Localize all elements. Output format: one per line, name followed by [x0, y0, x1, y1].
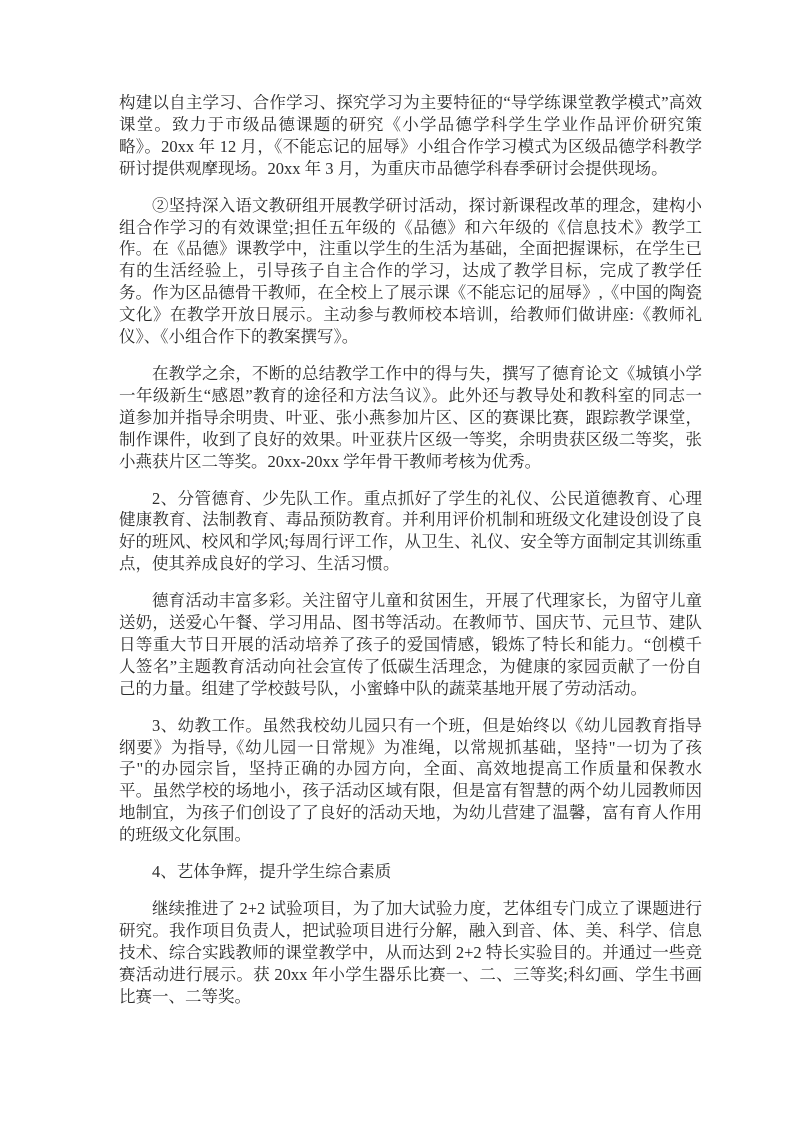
paragraph: 3、幼教工作。虽然我校幼儿园只有一个班，但是始终以《幼儿园教育指导纲要》为指导,《幼儿园一日常规》为准绳，以常规抓基础，坚持"一切为了孩子"的办园宗旨，坚持正确的办园方向，全面、高效地提高工作质量和保教水平。虽然学校的场地小，孩子活动区域有限，但是富有智慧的两个幼儿园教师因地制宜，为孩子们创设了了良好的活动天地，为幼儿营建了温馨，富有育人作用的班级文化氛围。: [119, 715, 702, 845]
paragraph: ②坚持深入语文教研组开展教学研讨活动，探讨新课程改革的理念，建构小组合作学习的有效课堂;担任五年级的《品德》和六年级的《信息技术》教学工作。在《品德》课教学中，注重以学生的生活为基础，全面把握课标，在学生已有的生活经验上，引导孩子自主合作的学习，达成了教学目标，完成了教学任务。作为区品德骨干教师，在全校上了展示课《不能忘记的屈辱》,《中国的陶瓷文化》在教学开放日展示。主动参与教师校本培训，给教师们做讲座:《教师礼仪》、《小组合作下的教案撰写》。: [119, 195, 702, 347]
paragraph: 德育活动丰富多彩。关注留守儿童和贫困生，开展了代理家长，为留守儿童送奶，送爱心午餐、学习用品、图书等活动。在教师节、国庆节、元旦节、建队日等重大节日开展的活动培养了孩子的爱国情感，锻炼了特长和能力。“创模千人签名”主题教育活动向社会宣传了低碳生活理念，为健康的家园贡献了一份自己的力量。组建了学校鼓号队，小蜜蜂中队的蔬菜基地开展了劳动活动。: [119, 591, 702, 698]
paragraph: 在教学之余，不断的总结教学工作中的得与失，撰写了德育论文《城镇小学一年级新生“感恩”教育的途径和方法刍议》。此外还与教导处和教科室的同志一道参加并指导余明贵、叶亚、张小燕参加片区、区的赛课比赛，跟踪教学课堂，制作课件，收到了良好的效果。叶亚获片区级一等奖，余明贵获区级二等奖，张小燕获片区二等奖。20xx-20xx 学年骨干教师考核为优秀。: [119, 363, 702, 471]
section-heading: 4、艺体争辉，提升学生综合素质: [152, 862, 392, 882]
paragraph: 继续推进了 2+2 试验项目，为了加大试验力度，艺体组专门成立了课题进行研究。我作项目负责人，把试验项目进行分解，融入到音、体、美、科学、信息技术、综合实践教师的课堂教学中，从而达到 2+2 特长实验目的。并通过一些竞赛活动进行展示。获 20xx 年小学生器乐比赛一、二、三等奖;科幻画、学生书画比赛一、二等奖。: [119, 899, 702, 1006]
paragraph: 2、分管德育、少先队工作。重点抓好了学生的礼仪、公民道德教育、心理健康教育、法制教育、毒品预防教育。并利用评价机制和班级文化建设创设了良好的班风、校风和学风;每周行评工作，从卫生、礼仪、安全等方面制定其训练重点，使其养成良好的学习、生活习惯。: [119, 488, 702, 574]
document-text-block: [119, 92, 702, 1008]
paragraph: 构建以自主学习、合作学习、探究学习为主要特征的“导学练课堂教学模式”高效课堂。致力于市级品德课题的研究《小学品德学科学生学业作品评价研究策略》。20xx 年 12 月，《不能忘记的屈辱》小组合作学习模式为区级品德学科教学研讨提供观摩现场。20xx 年 3 月，为重庆市品德学科春季研讨会提供现场。: [119, 93, 702, 178]
